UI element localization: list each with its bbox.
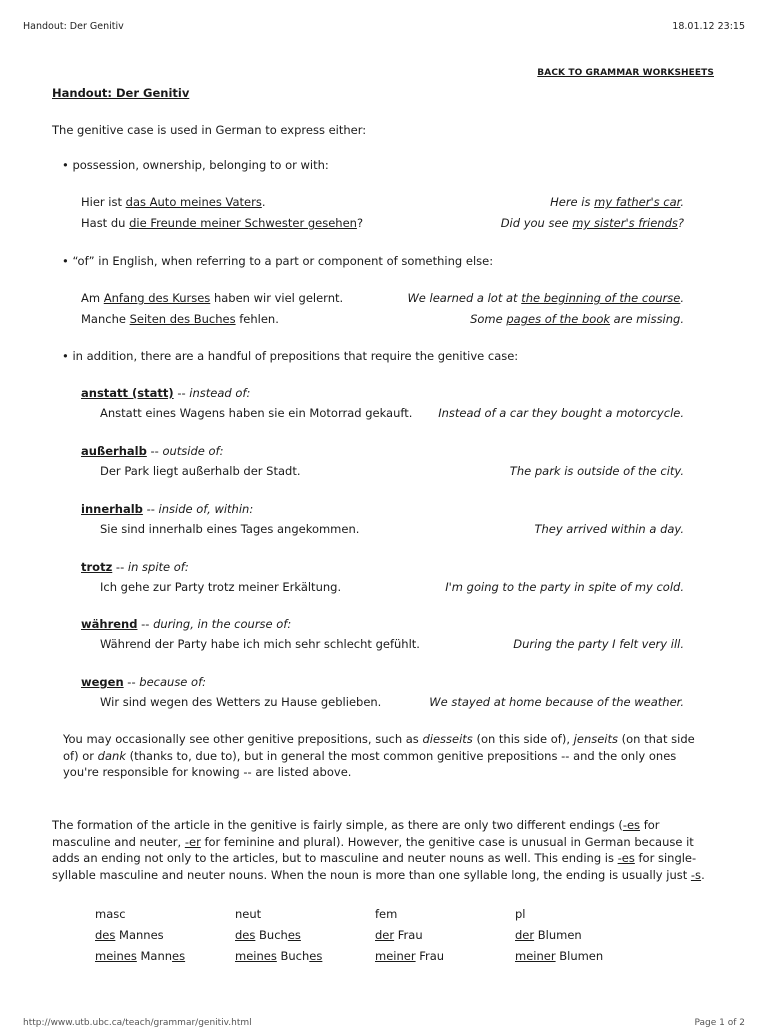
- other-prepositions-paragraph: You may occasionally see other genitive prepositions, such as diesseits (on this side of), jenseits (on that side of) or dank (thanks to, due to), but in general the most common genitive prepositions -- and the only ones you're responsible for knowing -- are listed above.: [63, 732, 695, 779]
- intro-text: The genitive case is used in German to express either:: [52, 123, 367, 137]
- prep-example-en: I'm going to the party in spite of my cold.: [445, 580, 684, 594]
- table-cell: der Blumen: [515, 927, 582, 942]
- prep-example-de: Während der Party habe ich mich sehr schlecht gefühlt.: [100, 637, 420, 651]
- prep-example-de: Sie sind innerhalb eines Tages angekommen.: [100, 522, 360, 536]
- print-footer-page: Page 1 of 2: [694, 1018, 745, 1028]
- prep-example-de: Wir sind wegen des Wetters zu Hause geblieben.: [100, 695, 382, 709]
- table-cell: meiner Frau: [375, 948, 445, 963]
- prep-example-de: Anstatt eines Wagens haben sie ein Motorrad gekauft.: [100, 406, 413, 420]
- example-en-2: Did you see my sister's friends?: [500, 216, 684, 230]
- formation-paragraph: The formation of the article in the genitive is fairly simple, as there are only two different endings (-es for masculine and neuter, -er for feminine and plural). However, the genitive case is unusual in German because it adds an ending not only to the articles, but to masculine and neuter nouns as well. This ending is -es for single-syllable masculine and neuter nouns. When the noun is more than one syllable long, the ending is usually just -s.: [52, 818, 705, 882]
- table-row: [95, 945, 655, 966]
- prep-heading: innerhalb -- inside of, within:: [81, 502, 254, 516]
- table-cell: meines Mannes: [95, 948, 186, 963]
- prep-example-en: They arrived within a day.: [534, 522, 684, 536]
- table-header-cell: masc: [95, 906, 126, 921]
- table-cell: meines Buches: [235, 948, 323, 963]
- print-header-datetime: 18.01.12 23:15: [672, 21, 745, 32]
- table-header-row: [95, 903, 655, 924]
- back-to-worksheets-link[interactable]: BACK TO GRAMMAR WORKSHEETS: [537, 68, 714, 78]
- table-header-cell: pl: [515, 906, 526, 921]
- prep-heading: trotz -- in spite of:: [81, 560, 189, 574]
- example-de-2: Hast du die Freunde meiner Schwester gesehen?: [81, 216, 364, 230]
- table-row: [95, 924, 655, 945]
- prep-example-en: We stayed at home because of the weather.: [429, 695, 684, 709]
- prep-example-de: Der Park liegt außerhalb der Stadt.: [100, 464, 301, 478]
- prep-example-en: During the party I felt very ill.: [513, 637, 684, 651]
- table-cell: meiner Blumen: [515, 948, 604, 963]
- prep-heading: wegen -- because of:: [81, 675, 206, 689]
- prep-example-de: Ich gehe zur Party trotz meiner Erkältung.: [100, 580, 342, 594]
- prep-example-en: The park is outside of the city.: [509, 464, 684, 478]
- table-header-cell: fem: [375, 906, 398, 921]
- prep-heading: während -- during, in the course of:: [81, 617, 292, 631]
- bullet-possession: • possession, ownership, belonging to or with:: [62, 158, 329, 172]
- page-title: Handout: Der Genitiv: [52, 86, 190, 100]
- print-header-title: Handout: Der Genitiv: [23, 21, 124, 32]
- declension-table: [95, 903, 655, 966]
- table-cell: des Buches: [235, 927, 301, 942]
- example-en-4: Some pages of the book are missing.: [470, 312, 684, 326]
- table-cell: der Frau: [375, 927, 423, 942]
- table-cell: des Mannes: [95, 927, 164, 942]
- prep-example-en: Instead of a car they bought a motorcycle.: [438, 406, 684, 420]
- table-header-cell: neut: [235, 906, 262, 921]
- print-footer-url: http://www.utb.ubc.ca/teach/grammar/genitiv.html: [23, 1018, 252, 1028]
- bullet-prepositions: • in addition, there are a handful of prepositions that require the genitive case:: [62, 349, 519, 363]
- example-de-3: Am Anfang des Kurses haben wir viel gelernt.: [81, 291, 344, 305]
- example-de-4: Manche Seiten des Buches fehlen.: [81, 312, 279, 326]
- example-en-1: Here is my father's car.: [550, 195, 684, 209]
- bullet-of: • “of” in English, when referring to a part or component of something else:: [62, 254, 494, 268]
- example-en-3: We learned a lot at the beginning of the course.: [407, 291, 684, 305]
- prep-heading: außerhalb -- outside of:: [81, 444, 224, 458]
- prep-heading: anstatt (statt) -- instead of:: [81, 386, 251, 400]
- example-de-1: Hier ist das Auto meines Vaters.: [81, 195, 266, 209]
